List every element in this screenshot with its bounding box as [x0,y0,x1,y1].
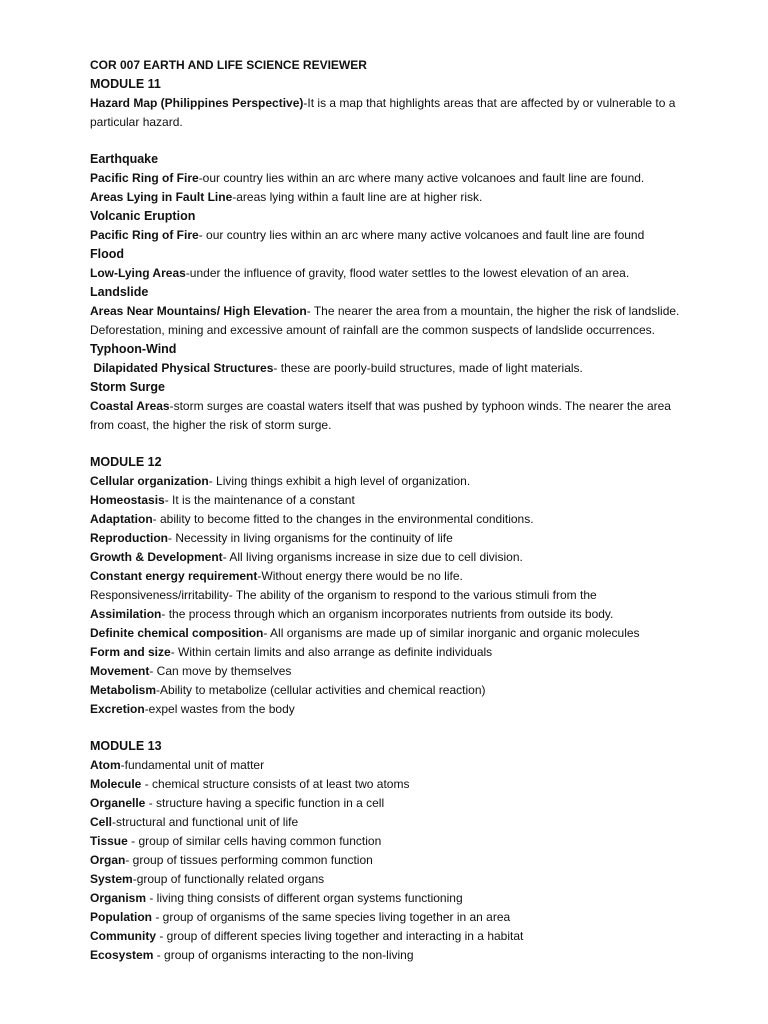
term: Areas Near Mountains/ High Elevation [90,304,307,318]
definition: - our country lies within an arc where many active volcanoes and fault line are found [198,228,645,242]
term: Reproduction [90,531,168,545]
module-11-heading: MODULE 11 [90,77,161,91]
list-item [90,851,728,870]
term: Homeostasis [90,493,165,507]
term: Ecosystem [90,948,154,962]
term: Definite chemical composition [90,626,264,640]
definition: - living thing consists of different organ systems functioning [146,891,463,905]
volcanic-heading: Volcanic Eruption [90,209,196,223]
definition: - ability to become fitted to the changes in the environmental conditions. [152,512,534,526]
list-item [90,567,728,586]
term: Coastal Areas [90,399,170,413]
term: Movement [90,664,150,678]
definition: - All organisms are made up of similar inorganic and organic molecules [263,626,640,640]
list-item [90,927,728,946]
module-12-heading: MODULE 12 [90,455,162,469]
list-item [90,605,728,624]
definition: - group of similar cells having common function [127,834,382,848]
document-title: COR 007 EARTH AND LIFE SCIENCE REVIEWER [90,58,367,72]
definition: -It is a map that highlights areas that are affected by or vulnerable to a particular hazard. [90,96,676,129]
list-item [90,775,728,794]
definition: -fundamental unit of matter [120,758,265,772]
landslide-heading: Landslide [90,285,149,299]
storm-surge-heading: Storm Surge [90,380,166,394]
definition: -areas lying within a fault line are at higher risk. [232,190,483,204]
earthquake-item [90,169,728,188]
list-item [90,889,728,908]
list-item [90,586,728,605]
term: Organism [90,891,147,905]
module-13-heading: MODULE 13 [90,739,162,753]
landslide-item [90,302,680,340]
list-item [90,643,728,662]
hazard-map-definition [90,94,680,132]
term: Atom [90,758,121,772]
definition: -Without energy there would be no life. [257,569,463,583]
term: Excretion [90,702,145,716]
term: Community [90,929,156,943]
definition: - group of different species living together and interacting in a habitat [156,929,524,943]
list-item [90,681,728,700]
term: Population [90,910,152,924]
definition: - group of tissues performing common function [125,853,373,867]
definition: - The nearer the area from a mountain, the higher the risk of landslide. Deforestation, mining and excessive amount of rainfall are the common suspects of landslide occurrences. [90,304,680,337]
definition: - Necessity in living organisms for the continuity of life [168,531,453,545]
term: Assimilation [90,607,162,621]
term: Cellular organization [90,474,209,488]
list-item [90,832,728,851]
list-item [90,756,728,775]
storm-surge-item [90,397,680,435]
module-13-list [90,756,728,965]
definition: - Can move by themselves [149,664,292,678]
term: Areas Lying in Fault Line [90,190,233,204]
list-item [90,529,728,548]
definition: - Living things exhibit a high level of organization. [208,474,471,488]
flood-item [90,264,728,283]
definition: - structure having a specific function in a cell [145,796,385,810]
list-item [90,491,728,510]
definition: - group of organisms of the same species living together in an area [152,910,511,924]
definition: - group of organisms interacting to the non-living [153,948,414,962]
module-12-list [90,472,728,719]
earthquake-heading: Earthquake [90,152,159,166]
list-item [90,870,728,889]
term: Pacific Ring of Fire [90,171,199,185]
definition: Responsiveness/irritability- The ability of the organism to respond to the various stimuli from the [90,588,597,602]
term: Organ [90,853,126,867]
term: Organelle [90,796,146,810]
typhoon-item [90,359,728,378]
definition: - chemical structure consists of at least two atoms [141,777,410,791]
definition: -group of functionally related organs [132,872,325,886]
list-item [90,548,728,567]
definition: -storm surges are coastal waters itself that was pushed by typhoon winds. The nearer the area from coast, the higher the risk of storm surge. [90,399,671,432]
list-item [90,700,728,719]
term: System [90,872,133,886]
list-item [90,624,728,643]
term: Cell [90,815,113,829]
definition: - Within certain limits and also arrange as definite individuals [170,645,493,659]
term: Adaptation [90,512,153,526]
definition: - these are poorly-build structures, made of light materials. [273,361,583,375]
term: Growth & Development [90,550,223,564]
definition: -our country lies within an arc where many active volcanoes and fault line are found. [198,171,645,185]
list-item [90,510,728,529]
list-item [90,813,728,832]
term: Constant energy requirement [90,569,258,583]
term: Low-Lying Areas [90,266,186,280]
definition: - It is the maintenance of a constant [164,493,355,507]
definition: -Ability to metabolize (cellular activities and chemical reaction) [156,683,486,697]
term: Tissue [90,834,128,848]
term: Dilapidated Physical Structures [90,361,274,375]
list-item [90,662,728,681]
term: Pacific Ring of Fire [90,228,199,242]
list-item [90,472,728,491]
term: Molecule [90,777,142,791]
earthquake-item [90,188,728,207]
flood-heading: Flood [90,247,125,261]
definition: -expel wastes from the body [144,702,295,716]
term: Metabolism [90,683,157,697]
definition: - All living organisms increase in size due to cell division. [222,550,523,564]
definition: -under the influence of gravity, flood water settles to the lowest elevation of an area. [185,266,630,280]
volcanic-item [90,226,728,245]
term: Hazard Map (Philippines Perspective) [90,96,304,110]
typhoon-heading: Typhoon-Wind [90,342,177,356]
list-item [90,908,728,927]
definition: -structural and functional unit of life [112,815,299,829]
list-item [90,946,728,965]
list-item [90,794,728,813]
definition: - the process through which an organism incorporates nutrients from outside its body. [161,607,614,621]
term: Form and size [90,645,171,659]
